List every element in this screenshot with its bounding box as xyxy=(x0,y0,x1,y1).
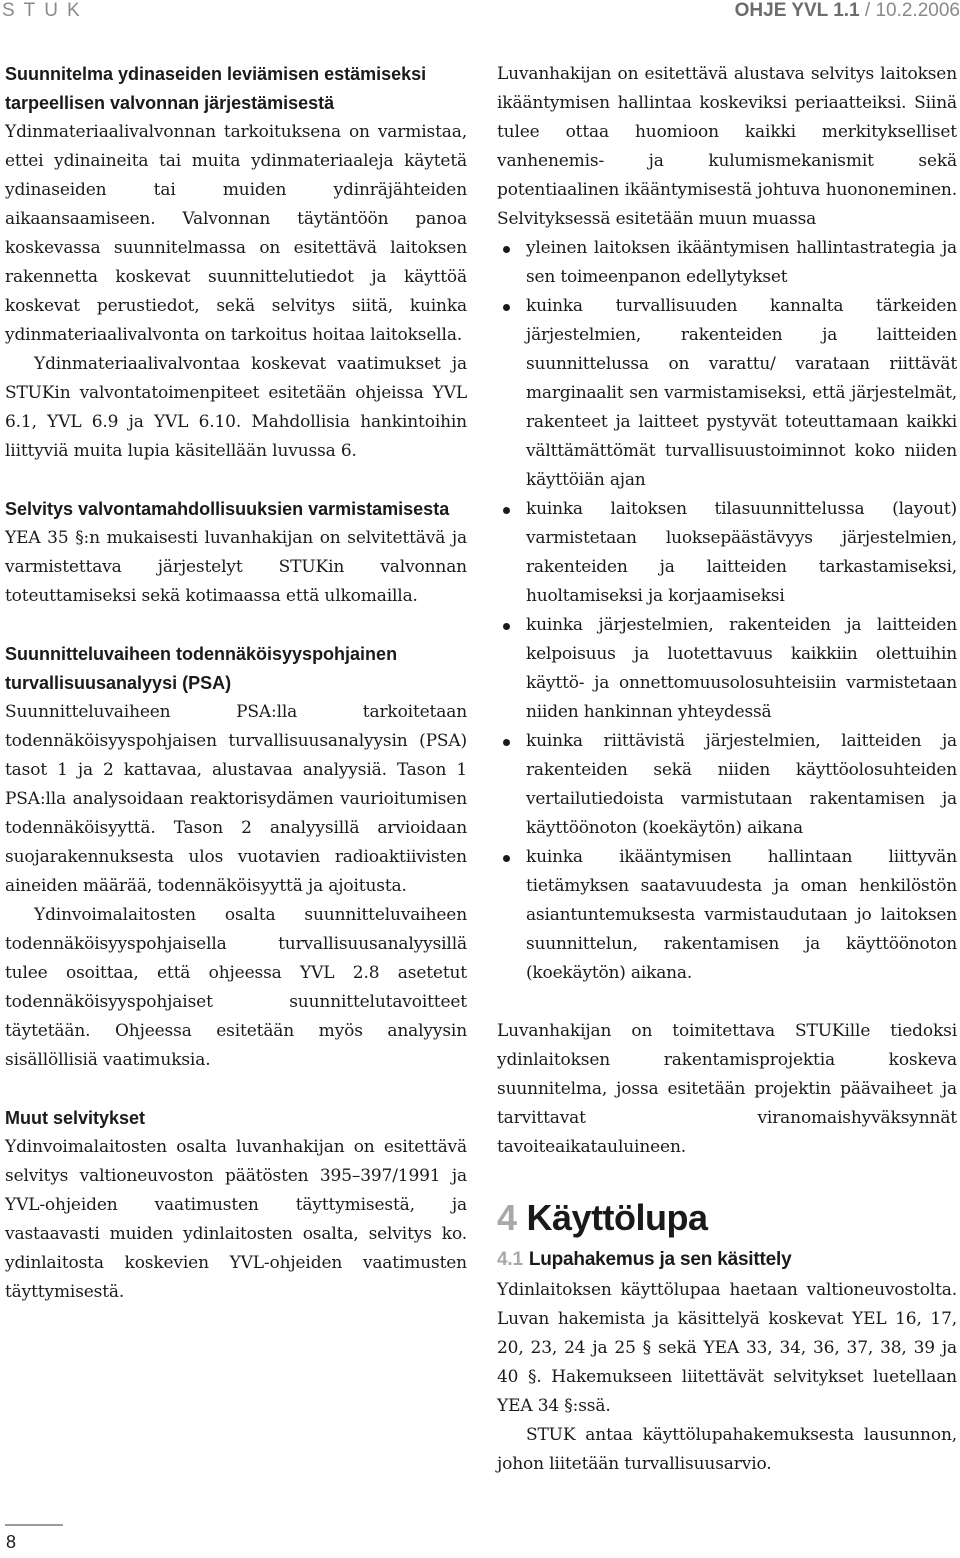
bullet-icon xyxy=(503,304,510,311)
section-other-reports xyxy=(5,1104,467,1307)
bullet-icon xyxy=(503,246,510,253)
paragraph: Ydinvoimalaitosten osalta luvanhakijan on esitettävä selvitys valtioneuvoston päätösten 395–397/1991 ja YVL-ohjeiden vaatimusten täyttymisestä, ja vastaavasti muiden ydinlaitosten osalta, selvitys ko. ydinlaitosta koskevien YVL-ohjeiden vaatimusten täyttymisestä. xyxy=(5,1137,467,1302)
paragraph: Ydinlaitoksen käyttölupaa haetaan valtioneuvostolta. Luvan hakemista ja käsittelyä koskevat YEL 16, 17, 20, 23, 24 ja 25 § sekä YEA 33, 34, 36, 37, 38, 39 ja 40 §. Hakemukseen liitettävät selvitykset luetellaan YEA 34 §:ssä. xyxy=(497,1280,957,1416)
doc-date: / 10.2.2006 xyxy=(859,0,960,21)
list-item: kuinka riittävistä järjestelmien, laitteiden ja rakenteiden sekä niiden käyttöolosuhteiden vertailutiedoista varmistutaan rakentamisen ja käyttöönoton (koekäytön) aikana xyxy=(497,727,957,843)
paragraph: Ydinvoimalaitosten osalta suunnitteluvaiheen todennäköisyyspohjaisella turvallisuusanalyysillä tulee osoittaa, että ohjeessa YVL 2.8 asetetut todennäköisyyspohjaiset suunnittelutavoitteet täytetään. Ohjeessa esitetään myös analyysin sisällöllisiä vaatimuksia. xyxy=(5,905,467,1070)
list-item: kuinka laitoksen tilasuunnittelussa (layout) varmistetaan luoksepäästävyys järjestelmien, rakenteiden ja laitteiden tarkastamiseksi, huoltamiseksi ja korjaamiseksi xyxy=(497,495,957,611)
section-psa xyxy=(5,640,467,1075)
section-title: Lupahakemus ja sen käsittely xyxy=(528,1249,792,1270)
section-number: 4.1 xyxy=(497,1249,523,1270)
list-item: kuinka järjestelmien, rakenteiden ja laitteiden kelpoisuus ja luotettavuus kaikkiin olettuihin käyttö- ja onnettomuusolosuhteisiin varmistetaan niiden hankinnan yhteydessä xyxy=(497,611,957,727)
paragraph: Suunnitteluvaiheen PSA:lla tarkoitetaan todennäköisyyspohjaisen turvallisuusanalyysin (PSA) tasot 1 ja 2 kattavaa, alustavaa analyysiä. Tason 1 PSA:lla analysoidaan reaktorisydämen vaurioitumisen todennäköisyyttä. Tason 2 analyysillä arvioidaan suojarakennuksesta ulos vuotavien radioaktiivisten aineiden määrää, todennäköisyyttä ja ajoitusta. xyxy=(5,702,467,896)
bullet-icon xyxy=(503,855,510,862)
doc-id: OHJE YVL 1.1 xyxy=(734,0,860,21)
list-item: kuinka ikääntymisen hallintaan liittyvän tietämyksen saatavuudesta ja oman henkilöstön asiantuntemuksesta varmistaudutaan jo laitoksen suunnittelun, rakentamisen ja käyttöönoton (koekäytön) aikana. xyxy=(497,843,957,988)
list-item: kuinka turvallisuuden kannalta tärkeiden järjestelmien, rakenteiden ja laitteiden suunnittelussa on varattu/ varataan riittävät marginaalit sen varmistamiseksi, että järjestelmät, rakenteet ja laitteet pystyvät toteuttamaan kaikki välttämättömät turvallisuustoiminnot koko niiden käyttöiän ajan xyxy=(497,292,957,495)
chapter-title: Käyttölupa xyxy=(526,1197,708,1238)
bullet-icon xyxy=(503,507,510,514)
section-heading: Selvitys valvontamahdollisuuksien varmistamisesta xyxy=(5,499,450,519)
section-heading: Muut selvitykset xyxy=(5,1108,146,1128)
paragraph: YEA 35 §:n mukaisesti luvanhakijan on selvitettävä ja varmistettava järjestelyt STUKin valvonnan toteuttamiseksi sekä kotimaassa että ulkomailla. xyxy=(5,528,467,606)
chapter-number: 4 xyxy=(497,1197,517,1238)
section-supervision xyxy=(5,495,467,611)
paragraph: Ydinmateriaalivalvonnan tarkoituksena on varmistaa, ettei ydinaineita tai muita ydinmateriaaleja käytetä ydinaseiden tai muiden ydinräjähteiden aikaansaamiseen. Valvonnan täytäntöön panoa koskevassa suunnitelmassa on esitettävä laitoksen rakennetta koskevat suunnittelutiedot ja käyttöä koskevat perustiedot, sekä selvitys siitä, kuinka ydinmateriaalivalvonta on tarkoitus hoitaa laitoksella. xyxy=(5,122,467,345)
section-nonproliferation xyxy=(5,60,467,466)
bullet-icon xyxy=(503,739,510,746)
chapter-heading xyxy=(497,1192,957,1244)
running-header xyxy=(0,0,960,28)
list-item: yleinen laitoksen ikääntymisen hallintastrategia ja sen toimeenpanon edellytykset xyxy=(497,234,957,292)
paragraph: Luvanhakijan on toimitettava STUKille tiedoksi ydinlaitoksen rakentamisprojektia koskeva suunnitelma, jossa esitetään projektin päävaiheet ja tarvittavat viranomaishyväksynnät tavoiteaikatauluineen. xyxy=(497,1021,957,1157)
right-column xyxy=(497,60,957,1479)
paragraph: Luvanhakijan on esitettävä alustava selvitys laitoksen ikääntymisen hallintaa koskeviksi periaatteiksi. Siinä tulee ottaa huomioon kaikki merkitykselliset vanhenemis- ja kulumismekanismit sekä potentiaalinen ikääntymisestä johtuva huononeminen. Selvityksessä esitetään muun muassa xyxy=(497,64,957,229)
paragraph: STUK antaa käyttölupahakemuksesta lausunnon, johon liitetään turvallisuusarvio. xyxy=(497,1425,957,1474)
bullet-list xyxy=(497,234,957,988)
left-column xyxy=(5,60,467,1336)
section-heading xyxy=(497,1244,957,1276)
section-heading: Suunnitelma ydinaseiden leviämisen estämiseksi tarpeellisen valvonnan järjestämisestä xyxy=(5,64,427,113)
section-heading: Suunnitteluvaiheen todennäköisyyspohjainen turvallisuusanalyysi (PSA) xyxy=(5,644,398,693)
footer-rule xyxy=(5,1524,63,1526)
document-reference xyxy=(735,0,960,22)
paragraph: Ydinmateriaalivalvontaa koskevat vaatimukset ja STUKin valvontatoimenpiteet esitetään ohjeissa YVL 6.1, YVL 6.9 ja YVL 6.10. Mahdollisia hankintoihin liittyviä muita lupia käsitellään luvussa 6. xyxy=(5,354,467,461)
publisher-name: STUK xyxy=(2,0,89,21)
page-number: 8 xyxy=(6,1532,17,1552)
bullet-icon xyxy=(503,623,510,630)
